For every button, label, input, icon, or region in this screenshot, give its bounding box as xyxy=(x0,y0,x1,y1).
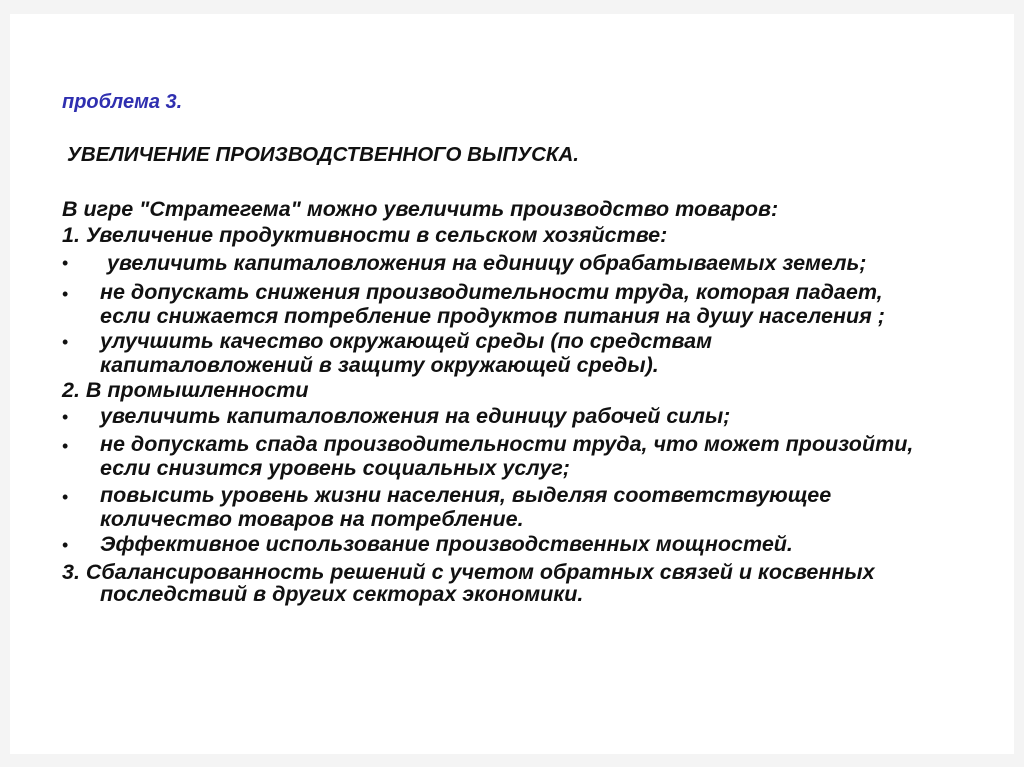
section-heading: УВЕЛИЧЕНИЕ ПРОИЗВОДСТВЕННОГО ВЫПУСКА. xyxy=(67,143,579,166)
bullet-dot: • xyxy=(62,284,69,304)
bullet-line: улучшить качество окружающей среды (по средствам xyxy=(100,329,713,353)
intro-text: В игре "Стратегема" можно увеличить производство товаров: xyxy=(62,197,779,221)
bullet-item xyxy=(107,251,866,275)
bullet-line: если снизится уровень социальных услуг; xyxy=(100,456,570,480)
bullet-item xyxy=(100,432,913,480)
bullet-item xyxy=(100,532,793,556)
section1-title: 1. Увеличение продуктивности в сельском хозяйстве: xyxy=(62,223,668,247)
bullet-line: не допускать снижения производительности труда, которая падает, xyxy=(100,280,883,304)
bullet-dot: • xyxy=(62,332,69,352)
bullet-line: повысить уровень жизни населения, выделяя соответствующее xyxy=(100,483,832,507)
problem-label: проблема 3. xyxy=(62,91,183,113)
bullet-line: Эффективное использование производственных мощностей. xyxy=(100,532,793,556)
bullet-line: если снижается потребление продуктов питания на душу населения ; xyxy=(100,304,885,328)
bullet-item xyxy=(100,404,730,428)
section3-line: последствий в других секторах экономики. xyxy=(100,582,584,606)
bullet-dot: • xyxy=(62,487,69,507)
bullet-dot: • xyxy=(62,407,69,427)
bullet-line: капиталовложений в защиту окружающей среды). xyxy=(100,353,659,377)
bullet-line: увеличить капиталовложения на единицу рабочей силы; xyxy=(100,404,731,428)
section3-line: 3. Сбалансированность решений с учетом обратных связей и косвенных xyxy=(62,560,875,584)
bullet-dot: • xyxy=(62,253,69,273)
bullet-dot: • xyxy=(62,535,69,555)
bullet-line: не допускать спада производительности труда, что может произойти, xyxy=(100,432,914,456)
bullet-item xyxy=(100,280,885,328)
section2-title: 2. В промышленности xyxy=(62,378,309,402)
bullet-dot: • xyxy=(62,436,69,456)
bullet-line: количество товаров на потребление. xyxy=(100,507,524,531)
bullet-line: увеличить капиталовложения на единицу обрабатываемых земель; xyxy=(107,251,867,275)
bullet-item xyxy=(100,483,831,531)
bullet-item xyxy=(100,329,712,377)
